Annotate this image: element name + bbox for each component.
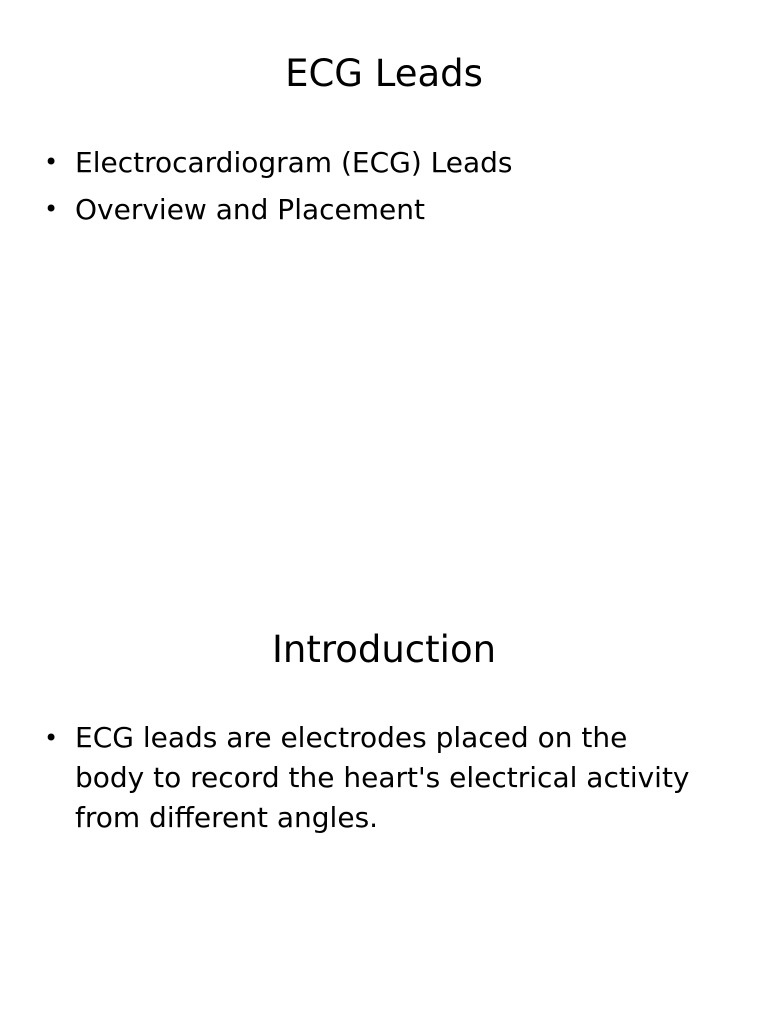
slide-title: ECG Leads bbox=[285, 52, 483, 95]
bullet-icon: • bbox=[44, 195, 59, 223]
bullet-list bbox=[44, 718, 704, 844]
bullet-item bbox=[44, 142, 704, 183]
slide-2 bbox=[0, 576, 768, 1024]
bullet-item bbox=[44, 718, 704, 838]
bullet-text: ECG leads are electrodes placed on the body to record the heart's electrical activity from different angles. bbox=[75, 721, 690, 834]
bullet-text: Electrocardiogram (ECG) Leads bbox=[75, 146, 513, 179]
slide-title: Introduction bbox=[271, 628, 497, 671]
bullet-item bbox=[44, 189, 704, 230]
bullet-icon: • bbox=[44, 724, 59, 752]
bullet-icon: • bbox=[44, 148, 59, 176]
bullet-text: Overview and Placement bbox=[75, 193, 425, 226]
bullet-list bbox=[44, 142, 704, 236]
